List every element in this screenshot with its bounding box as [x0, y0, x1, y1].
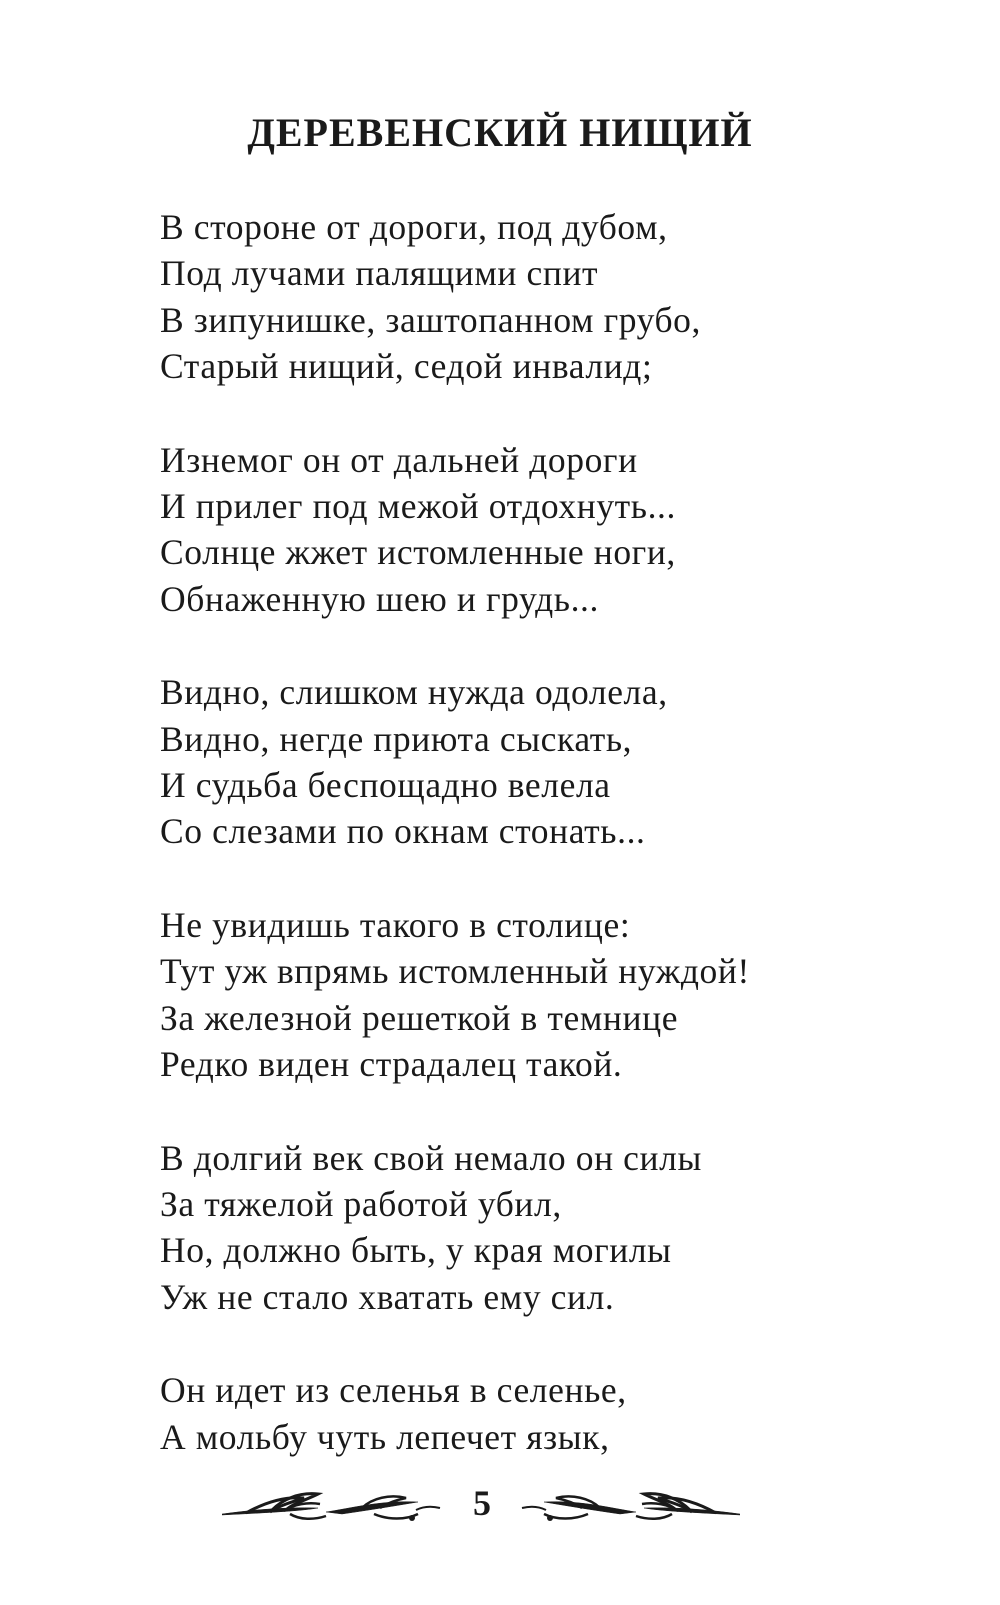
page-footer: [0, 1480, 1000, 1530]
poem-line: Изнемог он от дальней дороги: [160, 439, 638, 480]
poem-line: Но, должно быть, у края могилы: [160, 1230, 672, 1271]
poem-title: ДЕРЕВЕНСКИЙ НИЩИЙ: [247, 110, 753, 155]
poem-line: Со слезами по окнам стонать...: [160, 811, 646, 852]
poem-line: Старый нищий, седой инвалид;: [160, 346, 653, 387]
poem-line: Он идет из селенья в селенье,: [160, 1370, 627, 1411]
poem-line: И судьба беспощадно велела: [160, 765, 611, 806]
stanza-1: [160, 204, 990, 390]
poem-line: Уж не стало хватать ему сил.: [160, 1276, 615, 1317]
stanza-3: [160, 669, 990, 855]
poem-line: За тяжелой работой убил,: [160, 1183, 562, 1224]
poem-line: И прилег под межой отдохнуть...: [160, 486, 676, 527]
right-ornament-icon: [520, 1480, 740, 1526]
stanza-6: [160, 1367, 990, 1460]
poem-line: Солнце жжет истомленные ноги,: [160, 532, 676, 573]
stanza-5: [160, 1135, 990, 1321]
poem-line: Видно, негде приюта сыскать,: [160, 718, 633, 759]
poem-line: В долгий век свой немало он силы: [160, 1137, 702, 1178]
poem-line: Не увидишь такого в столице:: [160, 904, 631, 945]
stanza-2: [160, 437, 990, 623]
poem-line: За железной решеткой в темнице: [160, 997, 679, 1038]
left-ornament-icon: [222, 1480, 442, 1526]
poem-line: Видно, слишком нужда одолела,: [160, 672, 668, 713]
poem-line: Обнаженную шею и грудь...: [160, 578, 600, 619]
poem-line: А мольбу чуть лепечет язык,: [160, 1416, 610, 1457]
poem-line: Тут уж впрямь истомленный нуждой!: [160, 951, 750, 992]
poem-line: В стороне от дороги, под дубом,: [160, 207, 668, 247]
poem-line: В зипунишке, заштопанном грубо,: [160, 299, 702, 340]
poem-line: Под лучами палящими спит: [160, 253, 599, 294]
page-number: 5: [473, 1483, 491, 1523]
stanza-4: [160, 902, 990, 1088]
poem-body: [160, 204, 990, 1507]
poem-line: Редко виден страдалец такой.: [160, 1044, 623, 1085]
